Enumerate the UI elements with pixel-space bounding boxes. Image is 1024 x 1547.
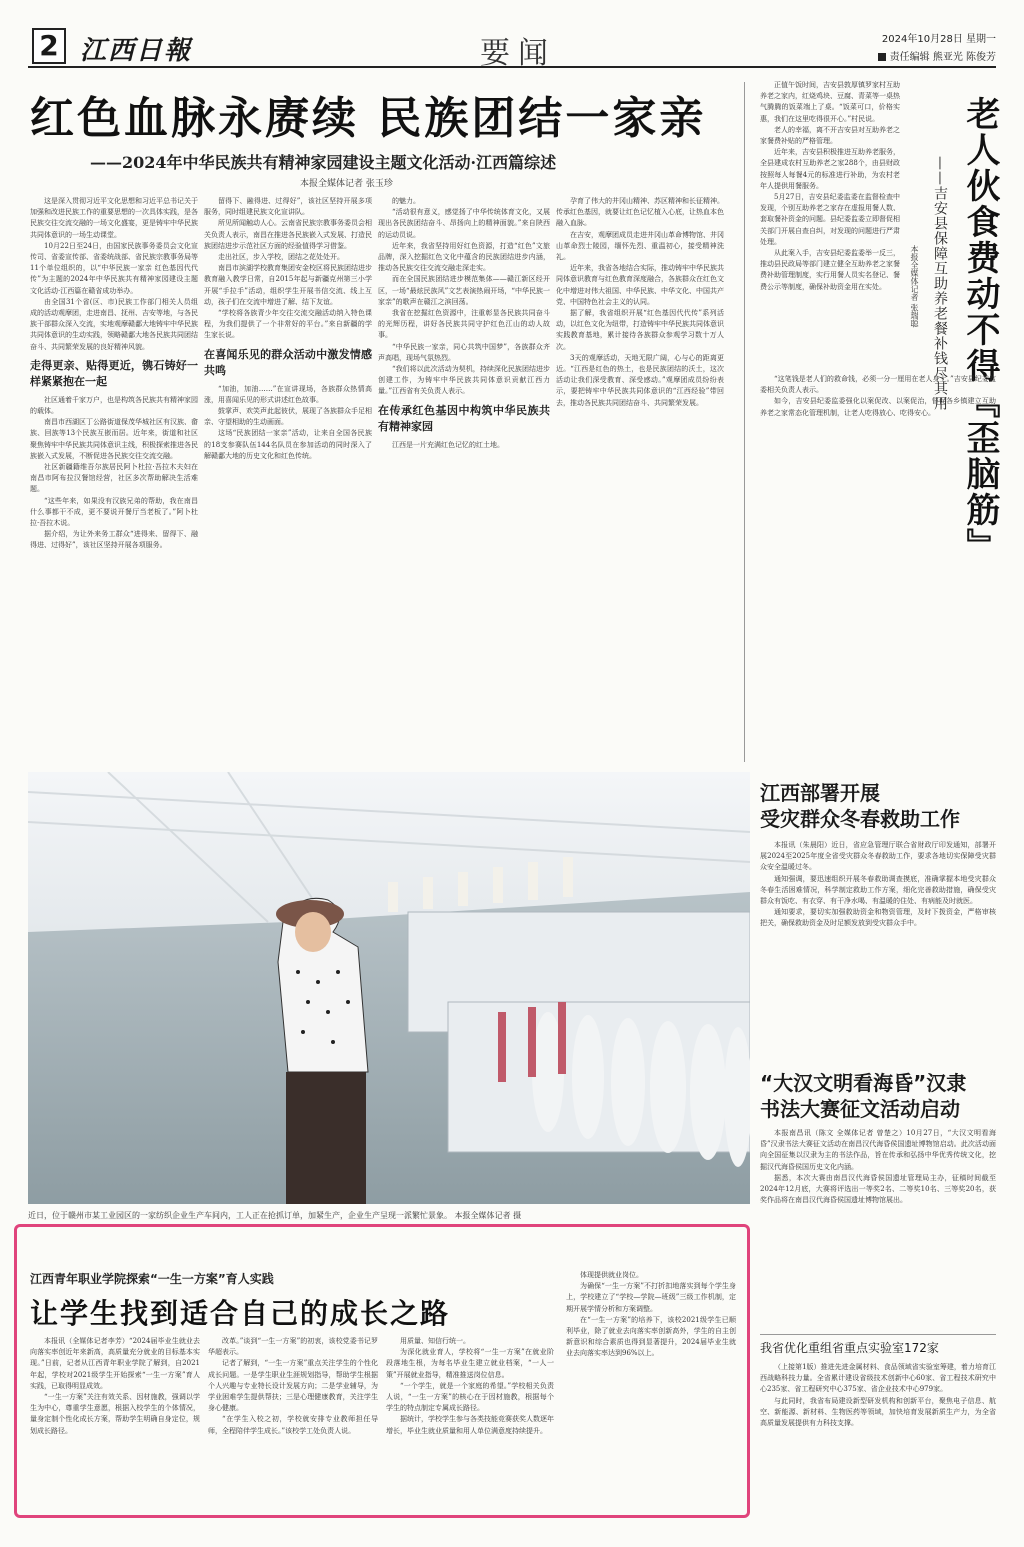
factory-photo bbox=[28, 772, 750, 1204]
highlighted-article-column-1 bbox=[30, 1336, 200, 1506]
paragraph: 我省在挖掘红色资源中，注重彰显各民族共同奋斗的光辉历程，讲好各民族共同守护红色江山的动人故事。 bbox=[378, 309, 550, 340]
brief-3-headline: 我省优化重组省重点实验室172家 bbox=[760, 1341, 939, 1355]
section-title: 要闻 bbox=[480, 36, 556, 71]
lead-column-4 bbox=[556, 196, 724, 744]
paragraph: 南昌市滨湖学校教育集团安金校区将民族团结进步教育融入教学日常，自2015年起与新疆克州第三小学开展“手拉手”活动，组织学生开展书信交流、线上互动，孩子们在交流中增进了解、结下友谊。 bbox=[204, 264, 372, 306]
lead-subhead-2: 在喜闻乐见的群众活动中激发情感共鸣 bbox=[204, 347, 372, 377]
textile-factory-image bbox=[28, 772, 750, 1204]
square-bullet-icon bbox=[878, 53, 886, 61]
paragraph: 记者了解到，“一生一方案”重点关注学生的个性化成长问题。一是学生职业生涯规划指导，帮助学生根据个人兴趣与专业特长设计发展方向；二是学业辅导，为学业困难学生提供帮扶；三是心理健康教育，关注学生身心健康。 bbox=[208, 1359, 378, 1413]
paragraph: “一生一方案”关注有效关系、因材施教，强调以学生为中心，尊重学生意愿，根据入校学生的个体情况，量身定制个性化成长方案，帮助学生明确自身定位，规划成长路径。 bbox=[30, 1393, 200, 1435]
paragraph: 近年来，吉安县积极推进互助养老服务，全县建成农村互助养老之家288个，由县财政按照每人每餐4元的标准进行补助，为农村老年人提供用餐服务。 bbox=[760, 148, 900, 190]
paragraph: 这是深入贯彻习近平文化思想和习近平总书记关于加强和改进民族工作的重要思想的一次具体实践，是各民族交往交流交融的一场文化盛宴，更是铸牢中华民族共同体意识的一场生动课堂。 bbox=[30, 197, 198, 239]
vertical-story-byline: 本报全媒体记者 张瑞聪 bbox=[910, 245, 919, 328]
paragraph: “一个学生，就是一个家庭的希望。”学校相关负责人说，“一生一方案”的核心在于因材施教，根据每个学生的特点制定专属成长路径。 bbox=[386, 1381, 554, 1413]
paragraph: 正值午饭时间，吉安县敦厚镇罗家村互助养老之家内，红烧鸡块、豆腐、青菜等一桌热气腾腾的饭菜端上了桌。“饭菜可口，价格实惠，我们在这里吃得很开心。”村民说。 bbox=[760, 81, 900, 123]
vertical-story-column-2 bbox=[760, 374, 996, 754]
paragraph: 本报讯（朱晨阳）近日，省应急管理厅联合省财政厅印发通知，部署开展2024至2025年度全省受灾群众冬春救助工作，要求各地切实保障受灾群众安全温暖过冬。 bbox=[760, 841, 996, 872]
paragraph: 据悉，本次大赛由南昌汉代海昏侯国遗址管理局主办，征稿时间截至2024年12月底，大赛将评选出一等奖2名、二等奖10名、三等奖20名，获奖作品将在南昌汉代海昏侯国遗址博物馆展出。 bbox=[760, 1173, 996, 1205]
editor-credits bbox=[878, 48, 996, 63]
paragraph: 为确保“一生一方案”不打折扣地落实到每个学生身上，学校建立了“学校—学院—班级”三级工作机制，定期开展学情分析和方案调整。 bbox=[566, 1282, 736, 1313]
highlighted-article-column-3 bbox=[386, 1336, 554, 1506]
paragraph: 据统计，学校学生参与各类技能竞赛获奖人数逐年增长，毕业生就业质量和用人单位满意度持续提升。 bbox=[386, 1415, 554, 1435]
lead-column-2 bbox=[204, 196, 372, 744]
vertical-story-subheadline: ——吉安县保障互助养老餐补钱尽其用 bbox=[932, 156, 948, 411]
highlighted-article-column-4 bbox=[566, 1270, 736, 1506]
paragraph: 从此案入手，吉安县纪委监委举一反三，推动县民政局等部门建立健全互助养老之家餐费补助管理制度，实行用餐人员实名登记、餐费公示等制度，确保补助资金用在实处。 bbox=[760, 249, 900, 291]
issue-date: 2024年10月28日 星期一 bbox=[881, 34, 996, 45]
paragraph: 而在全国民族团结进步模范集体——赣江新区经开区，一场“最炫民族风”文艺表演热闹开场，“中华民族一家亲”的歌声在赣江之滨回荡。 bbox=[378, 275, 550, 306]
column-divider bbox=[744, 82, 745, 762]
paragraph: 江西是一片充满红色记忆的红土地。 bbox=[392, 440, 504, 449]
paragraph: 3天的观摩活动，天地无限广阔，心与心的距离更近。“江西是红色的热土，也是民族团结的沃土，这次活动让我们深受教育、深受感动。”观摩团成员纷纷表示，要把铸牢中华民族共同体意识的“江西经验”带回去，推动各民族共同团结奋斗、共同繁荣发展。 bbox=[556, 353, 724, 407]
lead-column-3 bbox=[378, 196, 550, 744]
vertical-story-headline: 老人伙食费动不得『歪脑筋』 bbox=[960, 96, 1000, 564]
brief-2-headline-line-2: 书法大赛征文活动启动 bbox=[760, 1097, 960, 1121]
brief-3-body bbox=[760, 1362, 996, 1522]
paragraph: “学校将各族青少年交往交流交融活动纳入特色课程，为我们提供了一个非常好的平台。”来自新疆的学生家长说。 bbox=[204, 309, 372, 340]
paragraph: 所见所闻触动人心。云南省民族宗教事务委员会相关负责人表示，南昌在推进各民族嵌入式发展、打造民族团结进步示范社区方面的经验值得学习借鉴。 bbox=[204, 219, 372, 250]
paragraph: 近年来，我省坚持用好红色资源，打造“红色”文旅品牌，深入挖掘红色文化中蕴含的民族团结进步内涵，推动各民族交往交流交融走深走实。 bbox=[378, 241, 550, 273]
paragraph: 在“一生一方案”的培养下，该校2021级学生已顺利毕业，除了就业去向落实率创新高外，学生的自主创新意识和综合素质也得到显著提升，2024届毕业生就业去向落实率达到96%以上。 bbox=[566, 1315, 736, 1358]
paragraph: 老人的幸福，离不开吉安县对互助养老之家餐费补贴的严格管理。 bbox=[760, 125, 900, 146]
paragraph: 的魅力。 bbox=[392, 197, 420, 205]
brief-2-body bbox=[760, 1128, 996, 1328]
paragraph: 留得下、融得进、过得好”，该社区坚持开展多项服务，同时组建民族文化宣讲队。 bbox=[204, 197, 372, 217]
paragraph: 据了解，我省组织开展“红色基因代代传”系列活动，以红色文化为纽带，打造铸牢中华民族共同体意识实践教育基地，累计接待各族群众参观学习数十万人次。 bbox=[556, 309, 724, 351]
brief-1-headline-line-1: 江西部署开展 bbox=[760, 781, 880, 805]
photo-caption: 近日，位于赣州市某工业园区的一家纺织企业生产车间内，工人正在抢抓订单，加紧生产，企业生产呈现一派繁忙景象。 本报全媒体记者 摄 bbox=[28, 1211, 522, 1220]
paragraph: 南昌市西湖区丁公路街道保茂华城社区有汉族、畲族、回族等13个民族互嵌而居。近年来，街道和社区聚焦铸牢中华民族共同体意识主线，积极探索推进各民族嵌入式发展，不断促进各民族交往交流交融。 bbox=[30, 418, 198, 460]
paragraph: 如今，吉安县纪委监委强化以案促改、以案促治，督促各乡镇建立互助养老之家常态化管理机制，让老人吃得放心、吃得安心。 bbox=[760, 397, 996, 417]
lead-subhead-3: 在传承红色基因中构筑中华民族共有精神家园 bbox=[378, 403, 550, 433]
paragraph: 5月27日，吉安县纪委监委在监督检查中发现，个别互助养老之家存在虚报用餐人数、套取餐补资金的问题。县纪委监委立即督促相关部门开展自查自纠，对发现的问题进行严肃处理。 bbox=[760, 193, 900, 246]
paragraph: 通知强调，要迅速组织开展冬春救助调查摸底，准确掌握本地受灾群众冬春生活困难情况，科学制定救助工作方案，细化完善救助措施，确保受灾群众有饭吃、有衣穿、有干净水喝、有温暖的住处、有病能及时就医。 bbox=[760, 874, 996, 906]
paragraph: 在吉安，观摩团成员走进井冈山革命博物馆、井冈山革命烈士陵园，缅怀先烈、重温初心，接受精神洗礼。 bbox=[556, 230, 724, 262]
lead-subhead-1: 走得更亲、贴得更近，镌石铸好一样紧紧抱在一起 bbox=[30, 358, 198, 388]
paragraph: 体现提供就业岗位。 bbox=[580, 1271, 643, 1279]
brief-3-top-rule bbox=[760, 1334, 996, 1335]
lead-headline: 红色血脉永赓续 民族团结一家亲 bbox=[30, 93, 707, 144]
highlighted-article-kicker: 江西青年职业学院探索“一生一方案”育人实践 bbox=[30, 1272, 274, 1286]
paper-name: 江西日報 bbox=[80, 36, 193, 66]
editor-names: 责任编辑 熊亚光 陈俊芳 bbox=[889, 52, 996, 63]
paragraph: “活动很有意义，感觉扬了中华传统体育文化，又展现出各民族团结奋斗、昂扬向上的精神面貌。”来自陕西的运动员说。 bbox=[378, 208, 550, 239]
paragraph: （上接第1版）推进先进金属材料、食品领域省实验室筹建，着力培育江西战略科技力量。全省累计建设省级技术创新中心60家、省工程技术研究中心235家、省工程研究中心375家、省企业技术中心979家。 bbox=[760, 1363, 996, 1394]
paragraph: 本报南昌讯（陈文 全媒体记者 曾楚之）10月27日，“大汉文明看海昏”汉隶书法大赛征文活动在南昌汉代海昏侯国遗址博物馆启动。此次活动面向全国征集以汉隶为主的书法作品，旨在传承和弘扬中华优秀传统文化，挖掘汉代海昏侯国历史文化内涵。 bbox=[760, 1129, 996, 1171]
paragraph: 孕育了伟大的井冈山精神、苏区精神和长征精神。传承红色基因，就要让红色记忆植入心底，让热血本色融入血脉。 bbox=[556, 197, 724, 228]
page-number: 2 bbox=[32, 28, 66, 64]
paragraph: 鼓掌声、欢笑声此起彼伏，展现了各族群众手足相亲、守望相助的生动画面。 bbox=[204, 407, 372, 427]
brief-1-body bbox=[760, 840, 996, 1050]
highlighted-article-column-2 bbox=[208, 1336, 378, 1506]
paragraph: “加油，加油……”在宣讲现场，各族群众热情高涨，用喜闻乐见的形式讲述红色故事。 bbox=[204, 384, 372, 404]
brief-1-headline-line-2: 受灾群众冬春救助工作 bbox=[760, 807, 960, 831]
paragraph: 与此同时，我省布局建设新型研发机构和创新平台，聚焦电子信息、航空、新能源、新材料、生物医药等领域，加快培育发展新质生产力，为全省高质量发展提供有力科技支撑。 bbox=[760, 1396, 996, 1428]
paragraph: 社区通着千家万户，也是构筑各民族共有精神家园的载体。 bbox=[30, 395, 198, 416]
paragraph: 为深化就业育人，学校将“一生一方案”在就业阶段落地生根，为每名毕业生建立就业档案，“一人一策”开展就业指导，精准推送岗位信息。 bbox=[386, 1348, 554, 1379]
lead-subheadline: ——2024年中华民族共有精神家园建设主题文化活动·江西篇综述 bbox=[90, 153, 557, 172]
paragraph: 本报讯（全媒体记者李芳）“2024届毕业生就业去向落实率创近年来新高，高质量充分就业的目标基本实现。”日前，记者从江西青年职业学院了解到，自2021年起，学校对2021级学生开始探索“一生一方案”育人实践，已取得明显成效。 bbox=[30, 1337, 200, 1390]
paragraph: “中华民族一家亲，同心共筑中国梦”，各族群众齐声高唱，现场气氛热烈。 bbox=[378, 342, 550, 362]
brief-2-headline-line-1: “大汉文明看海昏”汉隶 bbox=[760, 1071, 967, 1095]
lead-column-1 bbox=[30, 196, 198, 744]
paragraph: 社区新疆籍维吾尔族居民阿卜杜拉·吾拉木夫妇在南昌市阿布拉汉餐馆经营，社区多次帮助解决生活难题。 bbox=[30, 463, 198, 494]
paragraph: 由全国31个省(区、市)民族工作部门相关人员组成的活动观摩团，走进南昌、抚州、吉安等地，与各民族干部群众深入交流，实地观摩赣鄱大地铸牢中华民族共同体意识的生动实践，领略赣鄱大地各民族共同团结奋斗、共同繁荣发展的良好精神风貌。 bbox=[30, 297, 198, 351]
paragraph: 用质量、知信行统一。 bbox=[400, 1337, 470, 1345]
paragraph: “我们将以此次活动为契机，持续深化民族团结进步创建工作，为铸牢中华民族共同体意识贡献江西力量。”江西省有关负责人表示。 bbox=[378, 365, 550, 396]
paragraph: “在学生入校之初，学校就安排专业教师担任导师，全程陪伴学生成长。”该校学工处负责人说。 bbox=[208, 1415, 378, 1435]
paragraph: 据介绍，为让外来务工群众“进得来、留得下、融得进、过得好”，该社区坚持开展各项服务。 bbox=[30, 530, 198, 550]
paragraph: “这笔钱是老人们的救命钱，必须一分一厘用在老人身上。”吉安县纪委监委相关负责人表示。 bbox=[760, 375, 996, 395]
paragraph: 改革。”谈到“一生一方案”的初衷，该校党委书记罗华超表示。 bbox=[208, 1337, 378, 1357]
lead-byline: 本报全媒体记者 张玉珍 bbox=[300, 179, 393, 189]
paragraph: “这些年来，如果没有汉族兄弟的帮助，我在南昌什么事都干不成，更不要说开餐厅当老板了。”阿卜杜拉·吾拉木说。 bbox=[30, 496, 198, 528]
paragraph: 走出社区，步入学校，团结之花处处开。 bbox=[218, 253, 344, 262]
masthead bbox=[28, 28, 996, 71]
highlighted-article-headline: 让学生找到适合自己的成长之路 bbox=[30, 1297, 451, 1330]
paragraph: 10月22日至24日，由国家民族事务委员会文化宣传司、省委宣传部、省委统战部、省民族宗教事务局等11个单位组织的，以“中华民族一家亲 红色基因代代传”为主题的2024年中华民族共有精神家园建设主题文化活动·江西篇在赣省成功举办。 bbox=[30, 241, 198, 295]
paragraph: 通知要求，要切实加强救助资金和物资管理，及时下拨资金，严格审核把关，确保救助资金及时足额发放到受灾群众手中。 bbox=[760, 908, 996, 928]
paragraph: 这场“民族团结一家亲”活动，让来自全国各民族的18支参赛队伍144名队员在参加活动的同时深入了解赣鄱大地的历史文化和红色传统。 bbox=[204, 429, 372, 460]
vertical-story-column-1 bbox=[760, 80, 900, 370]
paragraph: 近年来，我省各地结合实际，推动铸牢中华民族共同体意识教育与红色教育深度融合，各族群众在红色文化中增进对伟大祖国、中华民族、中华文化、中国共产党、中国特色社会主义的认同。 bbox=[556, 264, 724, 306]
